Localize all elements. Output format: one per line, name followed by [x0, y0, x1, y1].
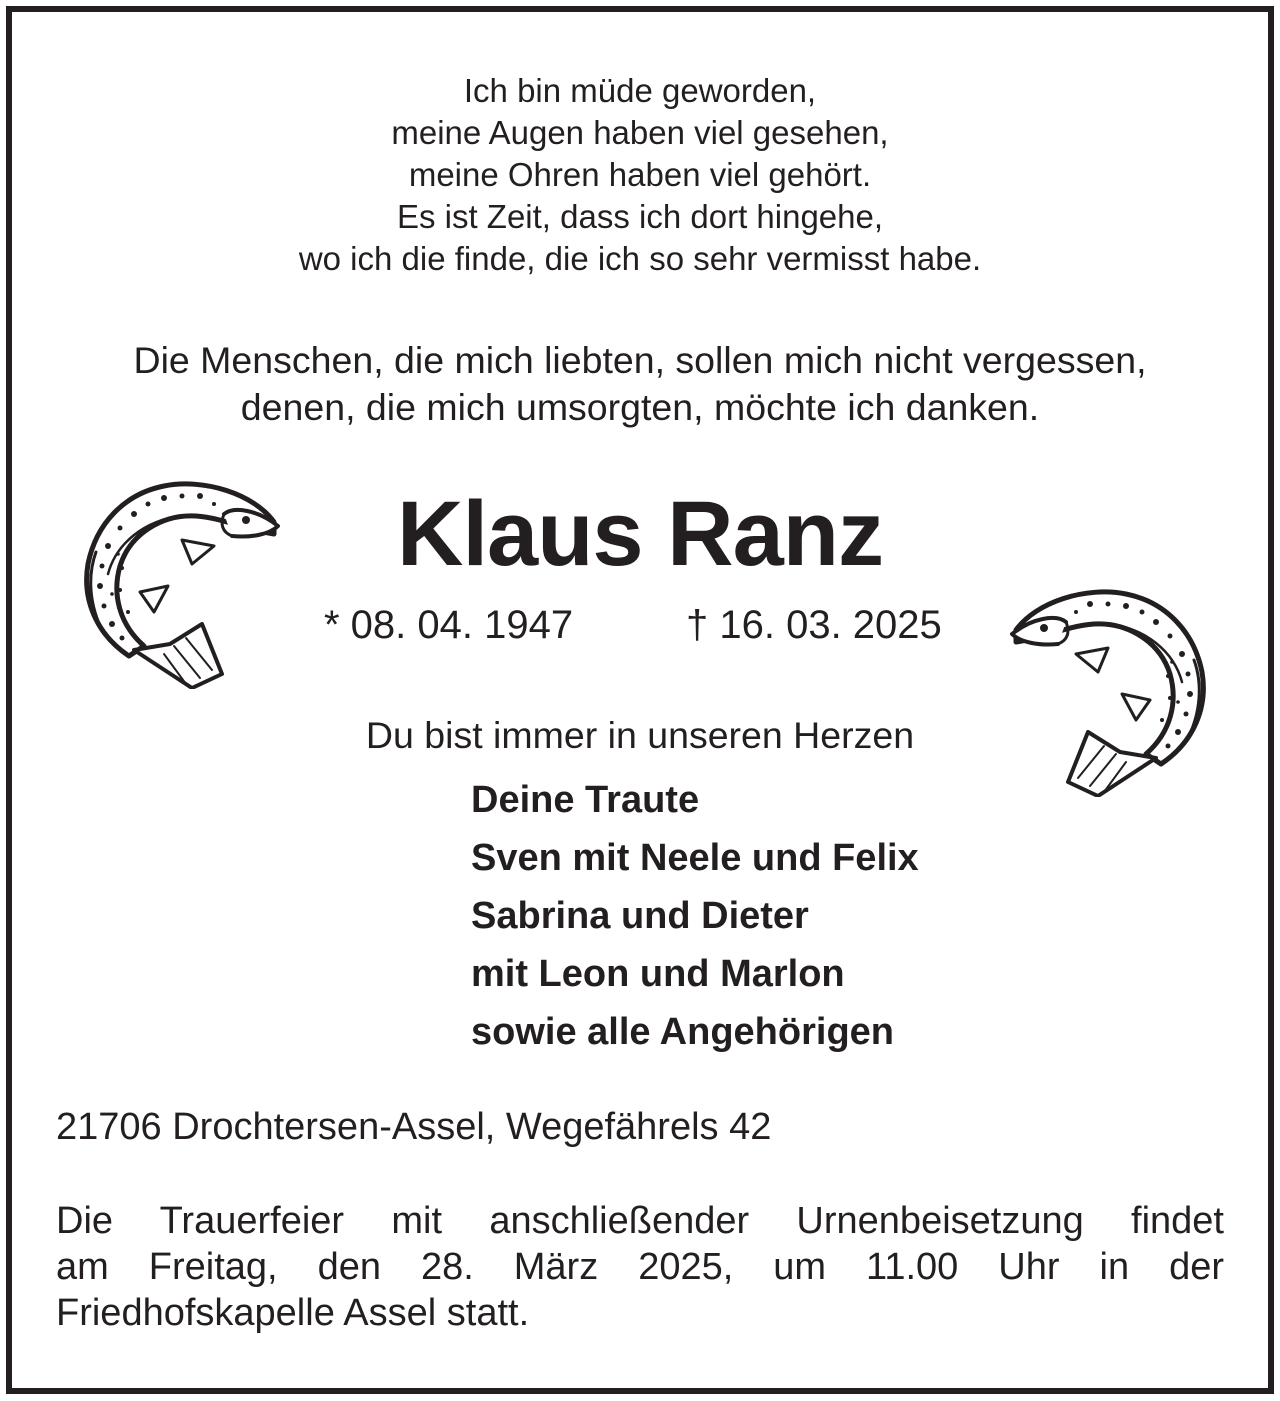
poem-line: wo ich die finde, die ich so sehr vermisst habe. [298, 240, 982, 277]
poem-line: Es ist Zeit, dass ich dort hingehe, [396, 198, 884, 235]
family-member: Sven mit Neele und Felix [471, 837, 919, 879]
poem-line: Ich bin müde geworden, [463, 72, 817, 109]
poem-line: meine Augen haben viel gesehen, [391, 114, 889, 151]
service-announcement [56, 1198, 1224, 1336]
obituary-notice [6, 6, 1274, 1394]
family-member: Deine Traute [471, 779, 700, 821]
service-line: Friedhofskapelle Assel statt. [56, 1292, 530, 1334]
poem-line: meine Ohren haben viel gehört. [408, 156, 872, 193]
poem [12, 70, 1268, 280]
family-member: sowie alle Angehörigen [471, 1011, 895, 1053]
leaping-fish-icon-right [1006, 582, 1216, 797]
quote-line: denen, die mich umsorgten, möchte ich danken. [240, 386, 1040, 428]
birth-date: * 08. 04. 1947 [324, 603, 574, 647]
family-list [471, 771, 919, 1061]
death-date: † 16. 03. 2025 [686, 603, 942, 647]
family-member: mit Leon und Marlon [471, 953, 845, 995]
address: 21706 Drochtersen-Assel, Wegefährels 42 [56, 1106, 772, 1148]
quote [12, 337, 1268, 431]
family-member: Sabrina und Dieter [471, 895, 809, 937]
deceased-name: Klaus Ranz [397, 483, 883, 585]
quote-line: Die Menschen, die mich liebten, sollen mich nicht vergessen, [133, 339, 1147, 381]
service-line: Die Trauerfeier mit anschließender Urnenbeisetzung findet [56, 1200, 1224, 1242]
dedication: Du bist immer in unseren Herzen [365, 714, 915, 756]
service-line: am Freitag, den 28. März 2025, um 11.00 Uhr in der [56, 1246, 1224, 1288]
